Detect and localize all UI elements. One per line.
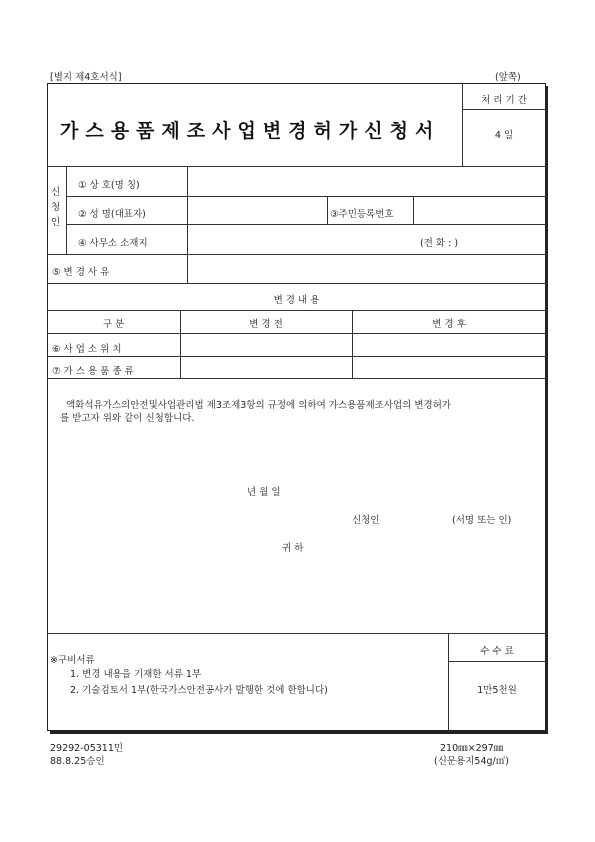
applicant-group-label: 신 청 인 [51, 187, 61, 228]
representative-name-label: ② 성 명(대표자) [78, 209, 146, 220]
application-statement-line2: 를 받고자 위와 같이 신청합니다. [60, 413, 195, 424]
paper-type: (신문용지54g/㎡) [434, 756, 509, 767]
applicant-row-line-2 [66, 224, 546, 225]
title-bottom-line [47, 166, 546, 167]
change-reason-field[interactable] [190, 256, 544, 281]
product-type-before-field[interactable] [183, 358, 350, 377]
processing-period-value: 4 일 [494, 130, 514, 141]
before-column-header: 변 경 전 [249, 319, 283, 330]
fee-label: 수 수 료 [480, 646, 514, 657]
frame-shadow-right [546, 86, 548, 734]
docs-top-line [47, 633, 448, 634]
application-statement-line1: 액화석유가스의안전및사업관리법 제3조제3항의 규정에 의하여 가스용품제조사업의 변경허가 [66, 400, 452, 411]
location-before-field[interactable] [183, 335, 350, 355]
office-address-field[interactable] [190, 226, 544, 252]
frame-shadow-bottom [50, 731, 548, 734]
applicant-group-divider [66, 166, 67, 254]
fee-value: 1만5천원 [477, 685, 517, 696]
fee-mid-line [448, 661, 546, 662]
applicant-row-line-3 [47, 254, 546, 255]
form-title: 가스용품제조사업변경허가신청서 [60, 120, 441, 142]
column-header-line [47, 333, 546, 334]
required-docs-heading: ※구비서류 [50, 655, 95, 666]
rrn-divider-right [413, 196, 414, 224]
office-address-label: ④ 사무소 소재지 [78, 238, 148, 249]
rrn-label: ③주민등록번호 [330, 209, 394, 220]
after-column-header: 변 경 후 [432, 319, 466, 330]
paper-size: 210㎜×297㎜ [440, 743, 504, 754]
rrn-field[interactable] [416, 198, 544, 222]
business-name-label: ① 상 호(명 칭) [78, 180, 140, 191]
location-after-field[interactable] [355, 335, 544, 355]
processing-divider [462, 109, 546, 110]
change-reason-label: ⑤ 변 경 사 유 [52, 267, 110, 278]
change-header-line [47, 310, 546, 311]
category-column-header: 구 분 [102, 319, 125, 330]
reason-bottom-line [47, 283, 546, 284]
signer-label: 신청인 [352, 515, 380, 526]
product-type-after-field[interactable] [355, 358, 544, 377]
applicant-row-line-1 [66, 196, 546, 197]
table-row-label: ⑥ 사 업 소 위 치 [52, 344, 122, 355]
signature-note: (서명 또는 인) [452, 515, 512, 526]
processing-period-label: 처 리 기 간 [481, 95, 527, 106]
table-row-label: ⑦ 가 스 용 품 종 류 [52, 366, 134, 377]
required-doc-item: 2. 기술검토서 1부(한국가스안전공사가 발행한 것에 한합니다) [70, 685, 328, 696]
business-name-field[interactable] [190, 168, 544, 194]
form-number: [별지 제4호서식] [50, 72, 122, 83]
phone-label: (전 화 : ) [420, 238, 459, 249]
page-side-label: (앞쪽) [495, 72, 521, 83]
rrn-divider-left [327, 196, 328, 224]
fee-top-line [448, 633, 546, 634]
change-contents-header: 변 경 내 용 [273, 295, 320, 306]
approval-date: 88.8.25승인 [50, 756, 105, 767]
row-line-2 [47, 378, 546, 379]
date-line: 년 월 일 [247, 487, 281, 498]
addressee: 귀 하 [282, 543, 304, 554]
row-line-1 [47, 356, 546, 357]
representative-name-field[interactable] [190, 198, 325, 222]
form-code: 29292-05311민 [50, 743, 124, 754]
required-doc-item: 1. 변경 내용을 기재한 서류 1부 [70, 669, 202, 680]
